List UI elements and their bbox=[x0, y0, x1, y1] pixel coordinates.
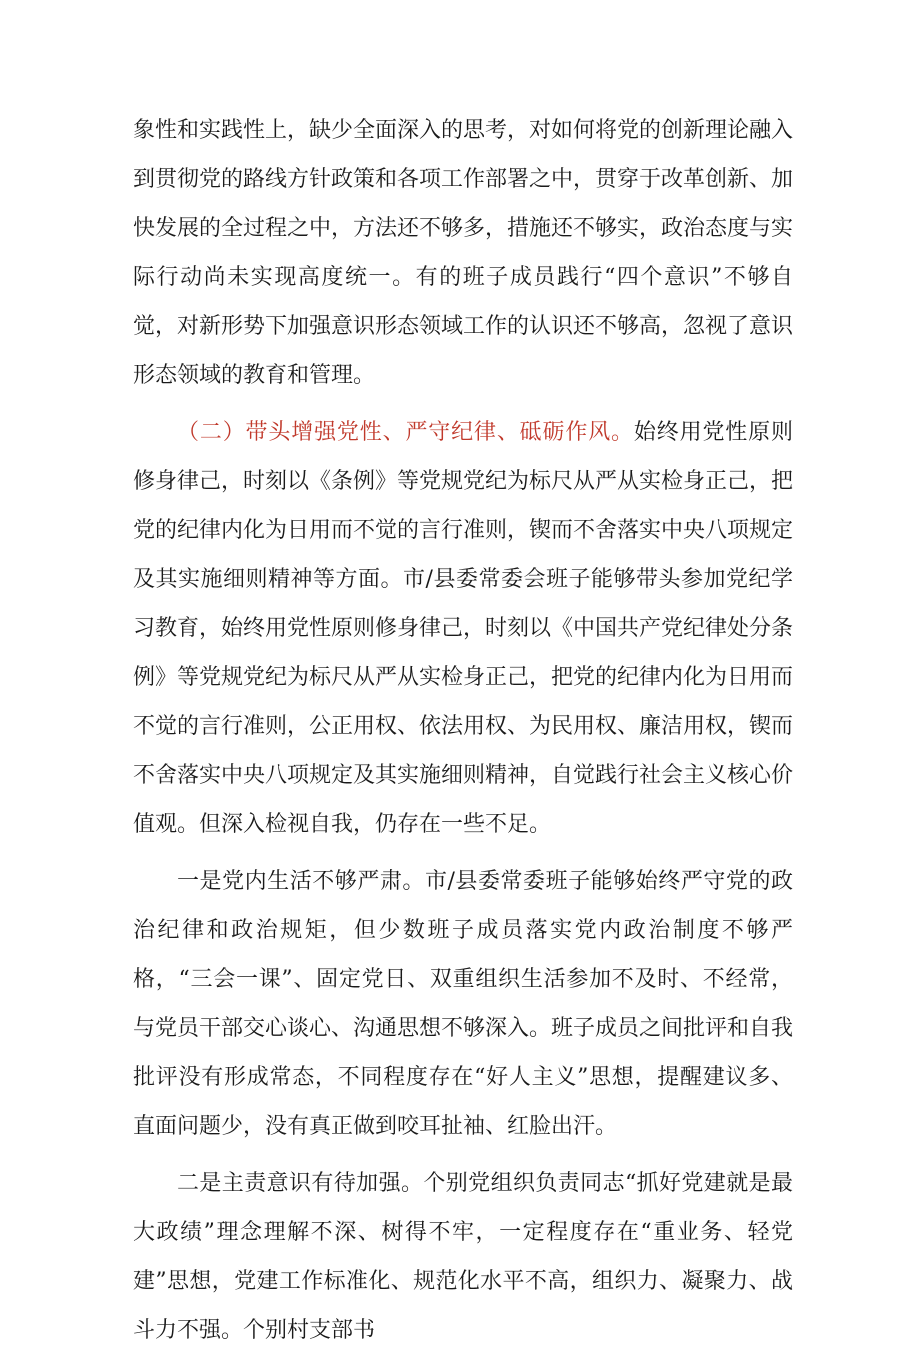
paragraph-2 bbox=[133, 408, 793, 849]
paragraph-3: 一是党内生活不够严肃。市/县委常委班子能够始终严守党的政治纪律和政治规矩，但少数班子成员落实党内政治制度不够严格，“三会一课”、固定党日、双重组织生活参加不及时、不经常，与党员干部交心谈心、沟通思想不够深入。班子成员之间批评和自我批评没有形成常态，不同程度存在“好人主义”思想，提醒建议多、直面问题少，没有真正做到咬耳扯袖、红脸出汗。 bbox=[133, 869, 794, 1139]
paragraph-1: 象性和实践性上，缺少全面深入的思考，对如何将党的创新理论融入到贯彻党的路线方针政策和各项工作部署之中，贯穿于改革创新、加快发展的全过程之中，方法还不够多，措施还不够实，政治态度与实际行动尚未实现高度统一。有的班子成员践行“四个意识”不够自觉，对新形势下加强意识形态领域工作的认识还不够高，忽视了意识形态领域的教育和管理。 bbox=[133, 118, 794, 388]
paragraph-4: 二是主责意识有待加强。个别党组织负责同志“抓好党建就是最大政绩”理念理解不深、树得不牢，一定程度存在“重业务、轻党建”思想，党建工作标准化、规范化水平不高，组织力、凝聚力、战斗力不强。个别村支部书 bbox=[133, 1171, 793, 1343]
section-heading: （二）带头增强党性、严守纪律、砥砺作风。 bbox=[177, 420, 634, 445]
document-body bbox=[133, 106, 793, 1355]
paragraph-2-body: 始终用党性原则修身律己，时刻以《条例》等党规党纪为标尺从严从实检身正己，把党的纪律内化为日用而不觉的言行准则，锲而不舍落实中央八项规定及其实施细则精神等方面。市/县委常委会班子能够带头参加党纪学习教育，始终用党性原则修身律己，时刻以《中国共产党纪律处分条例》等党规党纪为标尺从严从实检身正己，把党的纪律内化为日用而不觉的言行准则，公正用权、依法用权、为民用权、廉洁用权，锲而不舍落实中央八项规定及其实施细则精神，自觉践行社会主义核心价值观。但深入检视自我，仍存在一些不足。 bbox=[133, 420, 794, 837]
